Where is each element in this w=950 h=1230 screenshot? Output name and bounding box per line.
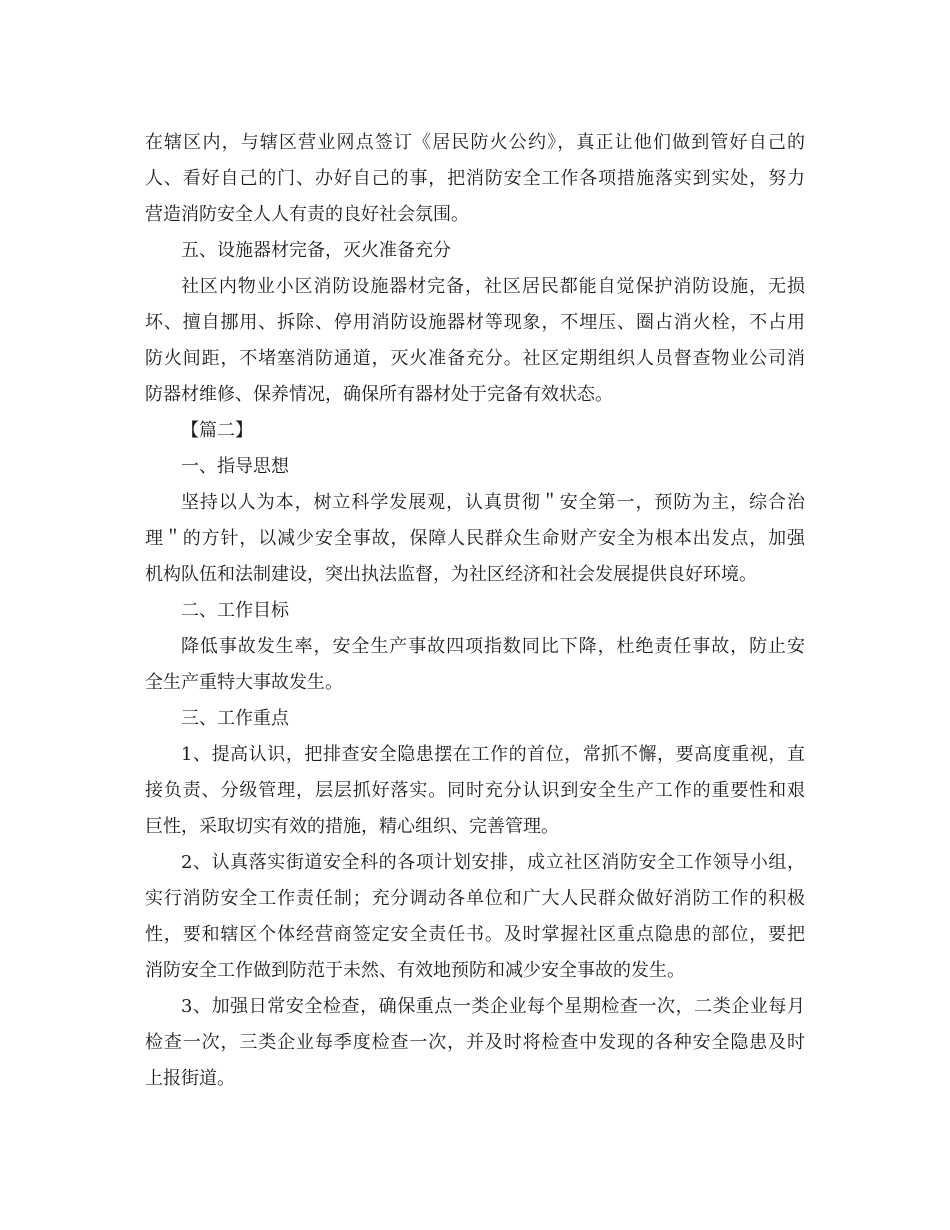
text-line: 一、指导思想 bbox=[181, 456, 289, 477]
text-line: 降低事故发生率，安全生产事故四项指数同比下降，杜绝责任事故，防止安 bbox=[181, 636, 805, 657]
text-line: 社区内物业小区消防设施器材完备，社区居民都能自觉保护消防设施，无损 bbox=[181, 276, 805, 297]
text-line: 巨性，采取切实有效的措施，精心组织、完善管理。 bbox=[145, 816, 559, 837]
text-line: 实行消防安全工作责任制；充分调动各单位和广大人民群众做好消防工作的积极 bbox=[145, 888, 805, 909]
text-line: 坏、擅自挪用、拆除、停用消防设施器材等现象，不埋压、圈占消火栓，不占用 bbox=[145, 312, 805, 333]
text-line: 3、加强日常安全检查，确保重点一类企业每个星期检查一次，二类企业每月 bbox=[181, 996, 805, 1017]
text-line: 理＂的方针，以减少安全事故，保障人民群众生命财产安全为根本出发点，加强 bbox=[145, 528, 805, 549]
text-line: 检查一次，三类企业每季度检查一次，并及时将检查中发现的各种安全隐患及时 bbox=[145, 1032, 805, 1053]
text-line: 性，要和辖区个体经营商签定安全责任书。及时掌握社区重点隐患的部位，要把 bbox=[145, 924, 805, 945]
text-line: 在辖区内，与辖区营业网点签订《居民防火公约》，真正让他们做到管好自己的 bbox=[145, 132, 805, 153]
text-line: 五、设施器材完备，灭火准备充分 bbox=[181, 240, 451, 261]
text-line: 营造消防安全人人有责的良好社会氛围。 bbox=[145, 204, 469, 225]
text-line: 防器材维修、保养情况，确保所有器材处于完备有效状态。 bbox=[145, 384, 613, 405]
document-body bbox=[145, 125, 805, 1097]
text-line: 1、提高认识，把排查安全隐患摆在工作的首位，常抓不懈，要高度重视，直 bbox=[181, 744, 805, 765]
text-line: 人、看好自己的门、办好自己的事，把消防安全工作各项措施落实到实处，努力 bbox=[145, 168, 805, 189]
text-line: 消防安全工作做到防范于未然、有效地预防和减少安全事故的发生。 bbox=[145, 960, 685, 981]
text-line: 二、工作目标 bbox=[181, 600, 289, 621]
text-line: 接负责、分级管理，层层抓好落实。同时充分认识到安全生产工作的重要性和艰 bbox=[145, 780, 805, 801]
text-line: 坚持以人为本，树立科学发展观，认真贯彻＂安全第一，预防为主，综合治 bbox=[181, 492, 805, 513]
text-line: 2、认真落实街道安全科的各项计划安排，成立社区消防安全工作领导小组， bbox=[181, 852, 805, 873]
text-line: 【篇二】 bbox=[181, 420, 253, 441]
text-line: 三、工作重点 bbox=[181, 708, 289, 729]
text-line: 上报街道。 bbox=[145, 1068, 235, 1089]
text-line: 全生产重特大事故发生。 bbox=[145, 672, 343, 693]
text-line: 机构队伍和法制建设，突出执法监督，为社区经济和社会发展提供良好环境。 bbox=[145, 564, 757, 585]
text-line: 防火间距，不堵塞消防通道，灭火准备充分。社区定期组织人员督查物业公司消 bbox=[145, 348, 805, 369]
